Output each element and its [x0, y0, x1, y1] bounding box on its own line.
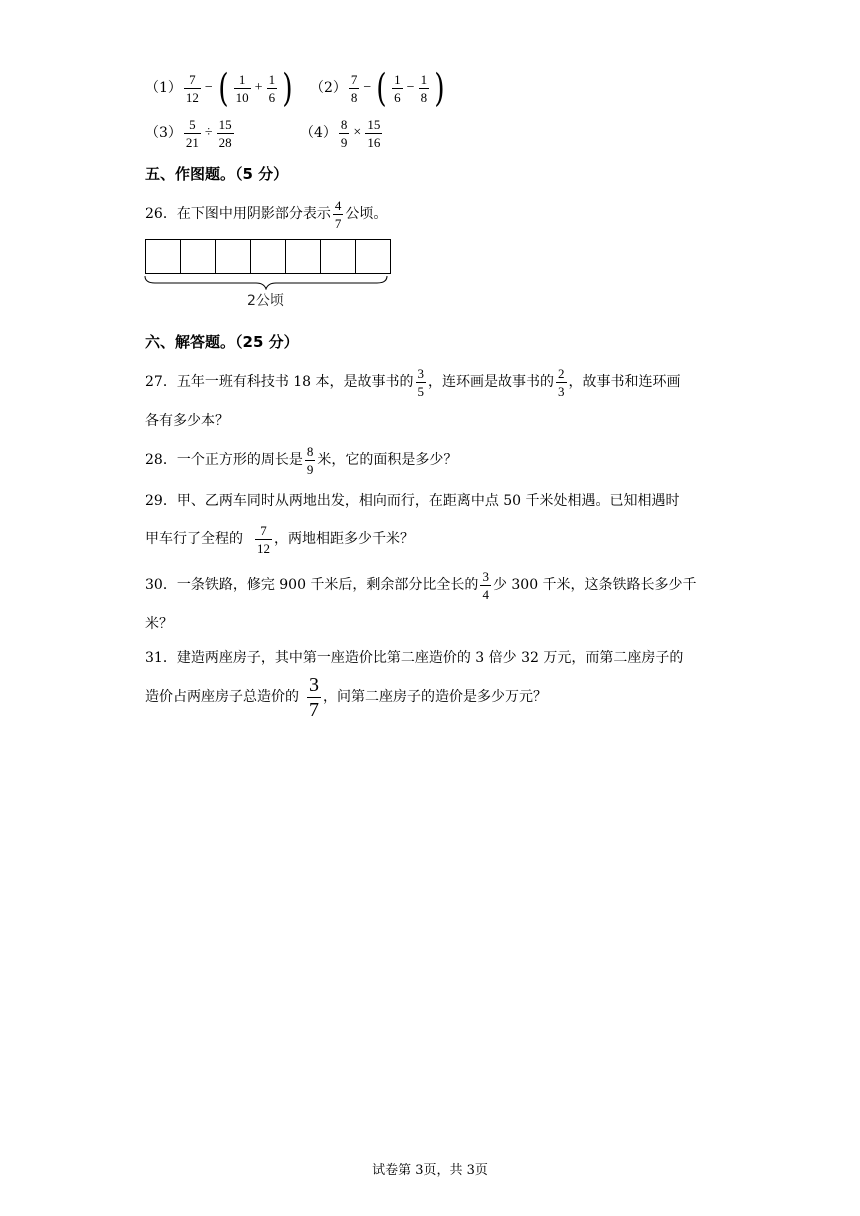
question-text: 30．一条铁路，修完 900 千米后，剩余部分比全长的: [145, 577, 479, 593]
question-text: 27．五年一班有科技书 18 本，是故事书的: [145, 374, 414, 390]
section-heading-6: 六、解答题。（25 分）: [145, 332, 299, 351]
grid-cell[interactable]: [216, 240, 251, 273]
page-footer: 试卷第 3页，共 3页: [372, 1162, 488, 1178]
calc-item-label: （1）: [145, 80, 182, 96]
right-paren: ): [434, 66, 445, 110]
brace-icon: [143, 274, 389, 290]
calc-item-label: （4）: [300, 125, 337, 141]
question-text: ，连环画是故事书的: [428, 374, 555, 390]
fraction: $\frac{7}{8}$: [350, 71, 358, 105]
fraction: $\frac{3}{5}$: [417, 365, 425, 399]
question-text: 造价占两座房子总造价的: [145, 689, 299, 705]
fraction: $\frac{3}{7}$: [309, 673, 319, 721]
fraction: $\frac{15}{28}$: [218, 116, 232, 150]
grid-cell[interactable]: [146, 240, 181, 273]
question-text: ，故事书和连环画: [568, 374, 681, 390]
fraction: $\frac{1}{10}$: [235, 71, 249, 105]
brace-label: 2公顷: [247, 293, 284, 309]
fraction: $\frac{2}{3}$: [558, 365, 565, 399]
grid-cell[interactable]: [181, 240, 216, 273]
fraction: $\frac{8}{9}$: [340, 116, 348, 150]
fraction: $\frac{1}{6}$: [268, 71, 276, 105]
question-29: 29．甲、乙两车同时从两地出发，相向而行，在距离中点 50 千米处相遇。已知相遇时: [145, 493, 680, 509]
question-26: [145, 196, 387, 232]
question-text: ，两地相距多少千米？: [274, 531, 414, 547]
question-text: 公顷。: [345, 206, 388, 222]
calc-item-1: [145, 68, 296, 108]
grid-cell[interactable]: [356, 240, 390, 273]
calc-item-label: （2）: [310, 80, 347, 96]
grid-cell[interactable]: [321, 240, 356, 273]
fraction: $\frac{7}{12}$: [257, 522, 270, 556]
fraction: $\frac{5}{21}$: [185, 116, 199, 150]
question-27-line-2: 各有多少本？: [145, 413, 229, 429]
question-30-line-2: 米？: [145, 616, 173, 632]
question-30: [145, 566, 697, 604]
fraction: $\frac{15}{16}$: [367, 116, 381, 150]
area-grid: [145, 239, 391, 274]
operator: −: [406, 80, 415, 95]
question-27: [145, 363, 681, 401]
right-paren: ): [282, 66, 293, 110]
question-31-line-2: [145, 672, 547, 722]
question-text: 少 300 千米，这条铁路长多少千: [492, 577, 697, 593]
question-text: 甲车行了全程的: [145, 531, 243, 547]
question-text: 28．一个正方形的周长是: [145, 452, 303, 468]
fraction: $\frac{7}{12}$: [185, 71, 199, 105]
calc-item-label: （3）: [145, 125, 182, 141]
fraction: $\frac{1}{8}$: [420, 71, 428, 105]
calc-item-4: [300, 114, 384, 152]
grid-cell[interactable]: [286, 240, 321, 273]
section-heading-5: 五、作图题。（5 分）: [145, 164, 289, 183]
question-31: 31．建造两座房子，其中第一座造价比第二座造价的 3 倍少 32 万元，而第二座房子的: [145, 650, 684, 666]
operator: ÷: [204, 125, 213, 140]
fraction: $\frac{1}{6}$: [394, 71, 401, 105]
calc-item-2: [310, 68, 448, 108]
question-text: 米，它的面积是多少？: [317, 452, 458, 468]
fraction: $\frac{3}{4}$: [482, 568, 489, 602]
question-text: 26．在下图中用阴影部分表示: [145, 206, 331, 222]
question-29-line-2: [145, 520, 414, 558]
operator: −: [204, 80, 213, 95]
fraction: $\frac{8}{9}$: [306, 443, 314, 477]
question-text: ，问第二座房子的造价是多少万元？: [323, 689, 547, 705]
left-paren: (: [218, 66, 229, 110]
fraction: $\frac{4}{7}$: [334, 197, 342, 231]
question-28: [145, 441, 457, 479]
calc-item-3: [145, 114, 236, 152]
operator: ×: [353, 125, 362, 140]
left-paren: (: [376, 66, 387, 110]
grid-cell[interactable]: [251, 240, 286, 273]
operator: −: [363, 80, 372, 95]
operator: +: [254, 80, 263, 95]
